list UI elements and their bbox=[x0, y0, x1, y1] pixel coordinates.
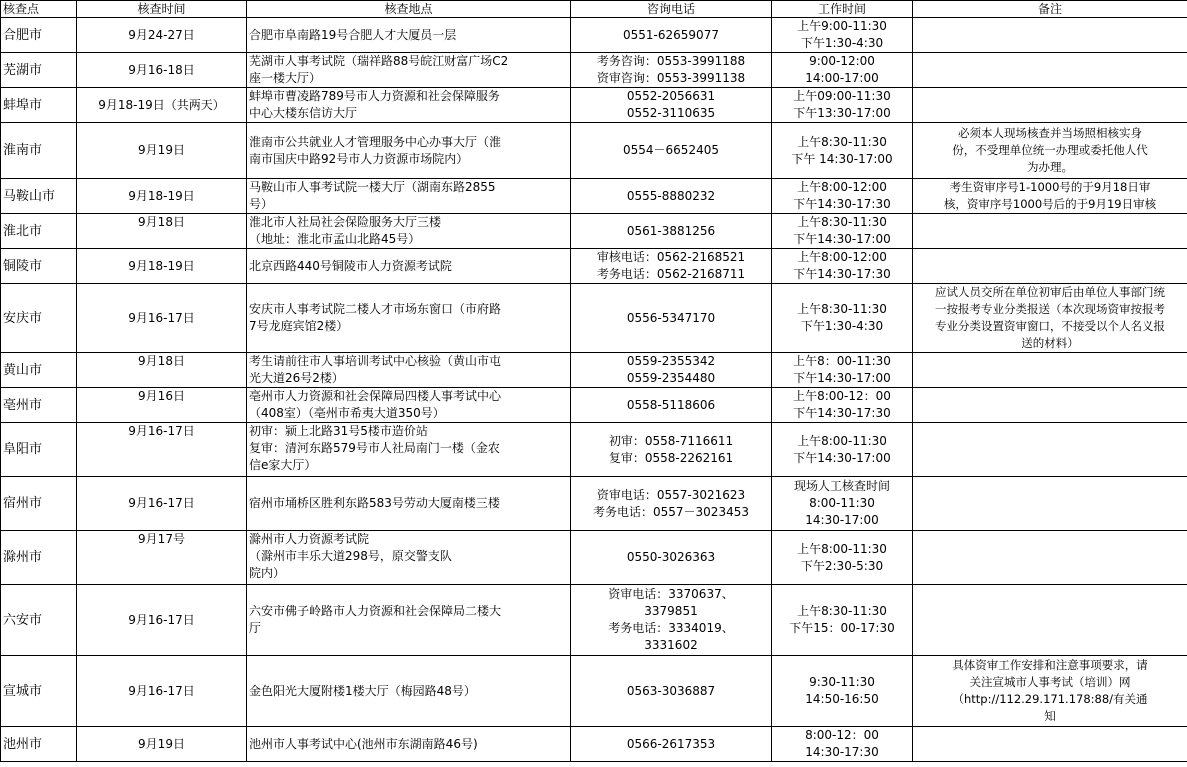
cell-location bbox=[247, 214, 571, 249]
cell-hours-line: 14:30-17:30 bbox=[805, 745, 879, 759]
cell-location-line: 亳州市人力资源和社会保障局四楼人事考试中心 bbox=[249, 389, 502, 403]
cell-hours-line: 上午09:00-11:30 bbox=[793, 89, 891, 103]
cell-phone bbox=[571, 531, 772, 585]
cell-phone-line: 0554－6652405 bbox=[623, 143, 719, 157]
table-row bbox=[1, 353, 1187, 388]
cell-time: 9月17号 bbox=[77, 531, 247, 585]
cell-notes-line: （http://112.29.171.178:88/有关通 bbox=[952, 692, 1148, 706]
cell-hours-line: 14:30-17:00 bbox=[805, 513, 879, 527]
cell-location-line: 初审：颍上北路31号5楼市造价站 bbox=[249, 424, 428, 438]
cell-notes bbox=[913, 727, 1187, 762]
cell-location bbox=[247, 88, 571, 123]
cell-hours-line: 下午14:30-17:00 bbox=[793, 371, 891, 385]
cell-time: 9月16-18日 bbox=[77, 53, 247, 88]
cell-phone-line: 复审：0558-2262161 bbox=[608, 450, 734, 465]
cell-hours-line: 上午9:00-11:30 bbox=[797, 19, 887, 33]
cell-hours-line: 14:00-17:00 bbox=[805, 71, 879, 85]
cell-notes-line: 知 bbox=[1044, 709, 1056, 723]
cell-hours-line: 上午8:00-11:30 bbox=[797, 433, 887, 448]
cell-phone bbox=[571, 53, 772, 88]
cell-phone-line: 审核电话：0562-2168521 bbox=[596, 250, 746, 264]
cell-phone-line: 资审电话：3370637、 bbox=[608, 587, 734, 601]
cell-hours bbox=[772, 727, 913, 762]
cell-phone-line: 0551-62659077 bbox=[623, 27, 719, 42]
cell-location-line: 号） bbox=[249, 197, 274, 211]
cell-hours bbox=[772, 585, 913, 656]
cell-phone-line: 0556-5347170 bbox=[626, 310, 716, 325]
cell-time: 9月24-27日 bbox=[77, 18, 247, 53]
cell-phone-line: 3331602 bbox=[644, 638, 698, 652]
cell-location-line: 座一楼大厅） bbox=[249, 71, 322, 85]
cell-hours bbox=[772, 388, 913, 423]
cell-hours bbox=[772, 423, 913, 477]
cell-location-line: 宿州市埇桥区胜利东路583号劳动大厦南楼三楼 bbox=[249, 496, 500, 510]
cell-phone bbox=[571, 249, 772, 284]
cell-location bbox=[247, 123, 571, 179]
cell-hours-line: 8:00-11:30 bbox=[809, 496, 875, 510]
cell-hours-line: 下午13:30-17:00 bbox=[793, 106, 891, 120]
cell-notes bbox=[913, 284, 1187, 353]
cell-phone-line: 0563-3036887 bbox=[626, 683, 716, 698]
cell-location-line: （滁州市丰乐大道298号，原交警支队 bbox=[249, 549, 452, 563]
table-row bbox=[1, 123, 1187, 179]
cell-phone-line: 考务电话：3334019、 bbox=[608, 621, 734, 635]
table-row bbox=[1, 284, 1187, 353]
cell-hours-line: 上午8：00-11:30 bbox=[793, 354, 891, 368]
cell-location-line: 中心大楼东信访大厅 bbox=[249, 106, 358, 120]
cell-phone-line: 0559-2355342 bbox=[626, 354, 716, 368]
cell-location-line: 池州市人事考试中心(池州市东湖南路46号) bbox=[249, 736, 478, 751]
cell-hours-line: 下午1:30-4:30 bbox=[800, 36, 884, 50]
cell-notes bbox=[913, 353, 1187, 388]
cell-city: 淮南市 bbox=[1, 123, 77, 179]
cell-notes-line: 考生资审序号1-1000号的于9月18日审 bbox=[949, 180, 1151, 194]
cell-hours-line: 下午15：00-17:30 bbox=[789, 621, 895, 635]
table-row bbox=[1, 477, 1187, 531]
cell-hours bbox=[772, 53, 913, 88]
cell-location bbox=[247, 53, 571, 88]
cell-location-line: 蚌埠市曹凌路789号市人力资源和社会保障服务 bbox=[249, 89, 500, 103]
cell-time: 9月16-17日 bbox=[77, 284, 247, 353]
cell-hours-line: 9:00-12:00 bbox=[809, 54, 875, 68]
cell-phone bbox=[571, 585, 772, 656]
cell-notes bbox=[913, 423, 1187, 477]
cell-city: 阜阳市 bbox=[1, 423, 77, 477]
cell-hours-line: 上午8:30-11:30 bbox=[797, 215, 887, 229]
cell-location-line: 安庆市人事考试院二楼人才市场东窗口（市府路 bbox=[249, 302, 502, 316]
cell-city: 亳州市 bbox=[1, 388, 77, 423]
cell-hours-line: 上午8:30-11:30 bbox=[797, 134, 887, 149]
cell-location bbox=[247, 284, 571, 353]
cell-hours-line: 上午8:00-12:00 bbox=[797, 250, 887, 264]
cell-phone bbox=[571, 179, 772, 214]
cell-phone-line: 资审电话：0557-3021623 bbox=[596, 487, 746, 502]
cell-notes-line: 专业分类设置资审窗口，不接受以个人名义报 bbox=[935, 319, 1165, 333]
cell-phone-line: 0558-5118606 bbox=[626, 397, 716, 412]
cell-notes bbox=[913, 656, 1187, 727]
table-row bbox=[1, 249, 1187, 284]
cell-phone bbox=[571, 388, 772, 423]
cell-phone bbox=[571, 423, 772, 477]
header-row bbox=[1, 1, 1187, 18]
cell-time: 9月18-19日 bbox=[77, 249, 247, 284]
cell-time: 9月16-17日 bbox=[77, 423, 247, 477]
cell-hours-line: 9:30-11:30 bbox=[809, 675, 875, 689]
cell-hours-line: 下午1:30-4:30 bbox=[800, 319, 884, 333]
cell-phone bbox=[571, 656, 772, 727]
cell-location bbox=[247, 531, 571, 585]
cell-location-line: （地址：淮北市孟山北路45号） bbox=[249, 232, 421, 246]
cell-notes-line: 应试人员交所在单位初审后由单位人事部门统 bbox=[935, 285, 1165, 299]
cell-phone-line: 考务咨询：0553-3991188 bbox=[596, 54, 746, 68]
cell-phone-line: 初审：0558-7116611 bbox=[608, 433, 734, 448]
table-row bbox=[1, 531, 1187, 585]
cell-notes bbox=[913, 388, 1187, 423]
cell-city: 宣城市 bbox=[1, 656, 77, 727]
cell-notes-line: 关注宣城市人事考试（培训）网 bbox=[969, 675, 1131, 689]
cell-location-line: 厅 bbox=[249, 621, 262, 635]
header-location: 核查地点 bbox=[247, 1, 571, 18]
cell-phone bbox=[571, 727, 772, 762]
cell-phone bbox=[571, 123, 772, 179]
cell-hours-line: 现场人工核查时间 bbox=[793, 479, 890, 493]
cell-hours-line: 上午8:00-12:00 bbox=[797, 180, 887, 194]
cell-location bbox=[247, 585, 571, 656]
header-notes: 备注 bbox=[913, 1, 1187, 18]
cell-time: 9月16-17日 bbox=[77, 477, 247, 531]
cell-hours bbox=[772, 179, 913, 214]
cell-phone-line: 3379851 bbox=[644, 604, 698, 618]
cell-time: 9月18-19日 bbox=[77, 179, 247, 214]
cell-hours bbox=[772, 656, 913, 727]
cell-city: 安庆市 bbox=[1, 284, 77, 353]
table-row bbox=[1, 585, 1187, 656]
cell-notes-line: 份，不受理单位统一办理或委托他人代 bbox=[952, 143, 1148, 157]
cell-time: 9月16日 bbox=[77, 388, 247, 423]
cell-hours bbox=[772, 353, 913, 388]
cell-phone bbox=[571, 284, 772, 353]
cell-notes-line: 必须本人现场核查并当场照相核实身 bbox=[958, 126, 1142, 140]
cell-hours bbox=[772, 123, 913, 179]
cell-notes bbox=[913, 249, 1187, 284]
cell-hours bbox=[772, 18, 913, 53]
cell-city: 宿州市 bbox=[1, 477, 77, 531]
cell-city: 蚌埠市 bbox=[1, 88, 77, 123]
cell-phone-line: 资审咨询：0553-3991138 bbox=[596, 71, 746, 85]
cell-location-line: 马鞍山市人事考试院一楼大厅（湖南东路2855 bbox=[249, 180, 496, 194]
cell-location-line: 光大道26号2楼） bbox=[249, 371, 344, 385]
cell-city: 滁州市 bbox=[1, 531, 77, 585]
cell-city: 淮北市 bbox=[1, 214, 77, 249]
cell-phone bbox=[571, 214, 772, 249]
table-row bbox=[1, 388, 1187, 423]
cell-time: 9月16-17日 bbox=[77, 656, 247, 727]
cell-notes bbox=[913, 18, 1187, 53]
cell-phone-line: 考务电话：0557－3023453 bbox=[593, 504, 749, 519]
cell-hours bbox=[772, 284, 913, 353]
table-row bbox=[1, 727, 1187, 762]
table-row bbox=[1, 656, 1187, 727]
cell-phone-line: 0552-2056631 bbox=[626, 89, 716, 103]
cell-hours bbox=[772, 214, 913, 249]
cell-location bbox=[247, 249, 571, 284]
table-row bbox=[1, 423, 1187, 477]
cell-hours-line: 上午8:30-11:30 bbox=[797, 302, 887, 316]
cell-hours-line: 下午2:30-5:30 bbox=[800, 558, 884, 573]
cell-location bbox=[247, 423, 571, 477]
cell-time: 9月19日 bbox=[77, 123, 247, 179]
cell-hours-line: 下午14:30-17:30 bbox=[793, 197, 891, 211]
cell-location bbox=[247, 18, 571, 53]
cell-location bbox=[247, 727, 571, 762]
cell-hours bbox=[772, 249, 913, 284]
cell-location-line: 淮北市人社局社会保险服务大厅三楼 bbox=[249, 215, 442, 229]
cell-phone bbox=[571, 477, 772, 531]
cell-location bbox=[247, 388, 571, 423]
cell-phone-line: 0552-3110635 bbox=[626, 106, 716, 120]
cell-phone-line: 考务电话：0562-2168711 bbox=[596, 267, 746, 281]
header-phone: 咨询电话 bbox=[571, 1, 772, 18]
header-hours: 工作时间 bbox=[772, 1, 913, 18]
table-row bbox=[1, 179, 1187, 214]
cell-notes bbox=[913, 214, 1187, 249]
cell-location bbox=[247, 353, 571, 388]
cell-hours-line: 上午8:00-12：00 bbox=[793, 389, 891, 403]
cell-hours-line: 14:50-16:50 bbox=[805, 692, 879, 706]
cell-location-line: 滁州市人力资源考试院 bbox=[249, 532, 370, 546]
cell-phone bbox=[571, 353, 772, 388]
cell-hours-line: 下午 14:30-17:00 bbox=[791, 151, 893, 166]
cell-time: 9月18日 bbox=[77, 214, 247, 249]
cell-location-line: 金色阳光大厦附楼1楼大厅（梅园路48号） bbox=[249, 683, 476, 698]
cell-location-line: 芜湖市人事考试院（瑞祥路88号皖江财富广场C2 bbox=[249, 54, 509, 68]
cell-notes-line: 一按报考专业分类报送（本次现场资审按报考 bbox=[935, 302, 1165, 316]
cell-phone bbox=[571, 88, 772, 123]
cell-location-line: 信e家大厅） bbox=[249, 458, 317, 472]
cell-time: 9月16-17日 bbox=[77, 585, 247, 656]
cell-location bbox=[247, 179, 571, 214]
cell-hours-line: 下午14:30-17:00 bbox=[793, 232, 891, 246]
cell-location-line: 合肥市阜南路19号合肥人才大厦员一层 bbox=[249, 27, 457, 42]
cell-hours-line: 下午14:30-17:30 bbox=[793, 406, 891, 420]
cell-location-line: 淮南市公共就业人才管理服务中心办事大厅（淮 bbox=[249, 134, 502, 149]
cell-notes-line: 送的材料） bbox=[1021, 336, 1079, 350]
cell-hours bbox=[772, 88, 913, 123]
cell-hours-line: 8:00-12：00 bbox=[805, 728, 879, 742]
cell-phone-line: 0566-2617353 bbox=[626, 736, 716, 751]
header-city: 核查点 bbox=[1, 1, 77, 18]
cell-phone-line: 0559-2354480 bbox=[626, 371, 716, 385]
cell-hours-line: 下午14:30-17:30 bbox=[793, 267, 891, 281]
cell-phone-line: 0555-8880232 bbox=[626, 188, 716, 203]
cell-notes bbox=[913, 53, 1187, 88]
table-row bbox=[1, 214, 1187, 249]
cell-hours-line: 下午14:30-17:00 bbox=[793, 450, 891, 465]
table-body bbox=[1, 18, 1187, 762]
cell-location-line: 7号龙庭宾馆2楼） bbox=[249, 319, 349, 333]
cell-hours bbox=[772, 531, 913, 585]
cell-location-line: （408室）（亳州市希夷大道350号） bbox=[249, 406, 445, 420]
table-row bbox=[1, 18, 1187, 53]
cell-notes bbox=[913, 585, 1187, 656]
cell-hours bbox=[772, 477, 913, 531]
cell-notes bbox=[913, 531, 1187, 585]
cell-notes bbox=[913, 88, 1187, 123]
cell-notes-line: 为办理。 bbox=[1027, 160, 1073, 174]
cell-phone-line: 0561-3881256 bbox=[626, 223, 716, 238]
cell-notes-line: 具体资审工作安排和注意事项要求，请 bbox=[952, 658, 1148, 672]
cell-notes bbox=[913, 179, 1187, 214]
cell-city: 池州市 bbox=[1, 727, 77, 762]
cell-hours-line: 上午8:00-11:30 bbox=[797, 541, 887, 556]
cell-location-line: 六安市佛子岭路市人力资源和社会保障局二楼大 bbox=[249, 604, 502, 618]
cell-city: 铜陵市 bbox=[1, 249, 77, 284]
table-row bbox=[1, 53, 1187, 88]
cell-notes-line: 核，资审序号1000号后的于9月19日审核 bbox=[943, 197, 1157, 211]
cell-location bbox=[247, 656, 571, 727]
cell-location-line: 南市国庆中路92号市人力资源市场院内） bbox=[249, 151, 469, 166]
cell-time: 9月19日 bbox=[77, 727, 247, 762]
cell-location bbox=[247, 477, 571, 531]
cell-location-line: 院内） bbox=[249, 566, 286, 580]
cell-notes bbox=[913, 477, 1187, 531]
cell-city: 合肥市 bbox=[1, 18, 77, 53]
cell-time: 9月18-19日（共两天） bbox=[77, 88, 247, 123]
cell-location-line: 复审：清河东路579号市人社局南门一楼（金农 bbox=[249, 441, 500, 455]
cell-time: 9月18日 bbox=[77, 353, 247, 388]
header-time: 核查时间 bbox=[77, 1, 247, 18]
cell-city: 黄山市 bbox=[1, 353, 77, 388]
cell-phone bbox=[571, 18, 772, 53]
cell-city: 芜湖市 bbox=[1, 53, 77, 88]
cell-notes bbox=[913, 123, 1187, 179]
cell-location-line: 考生请前往市人事培训考试中心核验（黄山市屯 bbox=[249, 354, 502, 368]
cell-city: 六安市 bbox=[1, 585, 77, 656]
cell-location-line: 北京西路440号铜陵市人力资源考试院 bbox=[249, 258, 452, 273]
cell-phone-line: 0550-3026363 bbox=[626, 550, 716, 564]
cell-hours-line: 上午8:30-11:30 bbox=[797, 604, 887, 618]
table-row bbox=[1, 88, 1187, 123]
cell-city: 马鞍山市 bbox=[1, 179, 77, 214]
